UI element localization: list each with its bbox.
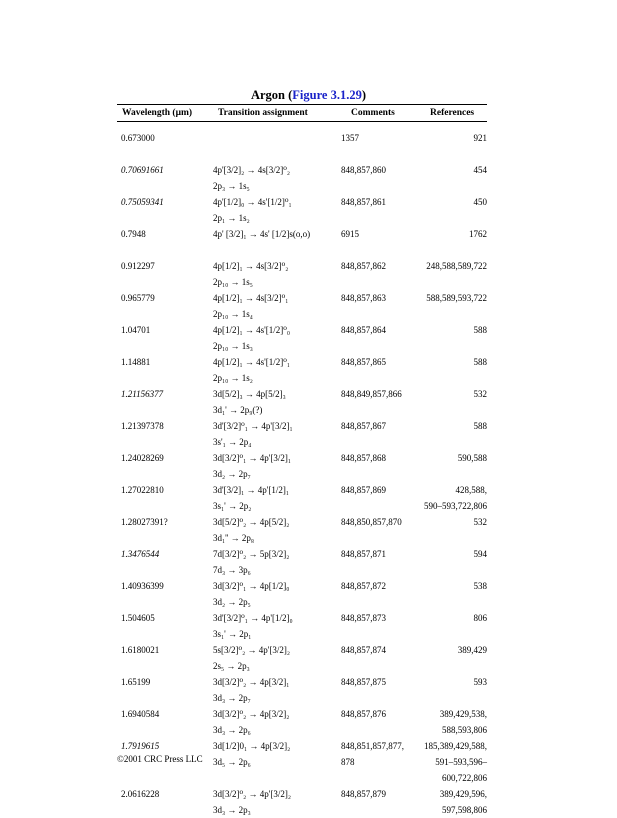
comments-cell: 848,857,862 [341,261,386,271]
wavelength-cell: 0.75059341 [121,197,164,207]
table-row-line [117,642,493,658]
data-table [117,130,493,818]
wavelength-cell: 1.6180021 [121,645,160,655]
references-cell: 593 [473,677,487,687]
table-row-line [117,338,493,354]
col-header-wavelength: Wavelength (μm) [122,108,193,118]
table-row [117,418,493,450]
transition-alt-cell: 3s'₁ → 2p₄ [213,437,252,447]
table-row-line [117,274,493,290]
table-row [117,194,493,226]
wavelength-cell: 1.21156377 [121,389,164,399]
transition-alt-cell: 2p₃ → 1s₅ [213,181,250,191]
transition-alt-cell: 2p₁₀ → 1s₄ [213,309,253,319]
table-row-line [117,434,493,450]
transition-cell: 3d[5/2]⁰₂ → 4p[5/2]₂ [213,517,290,527]
wavelength-cell: 0.7948 [121,229,146,239]
table-row [117,786,493,818]
table-row [117,642,493,674]
comments-cell: 848,857,871 [341,549,386,559]
table-top-rule [117,104,487,105]
transition-alt-cell: 3d₂ → 2p₇ [213,469,251,479]
table-row-line [117,130,493,146]
table-row-line [117,258,493,274]
wavelength-cell: 1.14881 [121,357,151,367]
references-cell: 590–593,722,806 [424,501,487,511]
copyright-footer: ©2001 CRC Press LLC [117,754,203,764]
table-row-line [117,626,493,642]
table-row [117,226,493,258]
comments-cell: 848,857,863 [341,293,386,303]
references-cell: 597,598,806 [442,805,487,815]
transition-cell: 3d[1/2]0₁ → 4p[3/2]₂ [213,741,291,751]
references-cell: 588,589,593,722 [426,293,487,303]
table-row-line [117,370,493,386]
table-row-line [117,290,493,306]
references-cell: 600,722,806 [442,773,487,783]
references-cell: 389,429,596, [439,789,487,799]
transition-alt-cell: 3s₁' → 2p₂ [213,501,252,511]
transition-alt-cell: 3d₁'' → 2p₈ [213,533,255,543]
col-header-transition: Transition assignment [218,108,308,118]
table-row [117,450,493,482]
transition-cell: 4p'[3/2]₂ → 4s[3/2]⁰₂ [213,165,290,175]
comments-cell: 1357 [341,133,359,143]
table-row-line [117,402,493,418]
references-cell: 588 [473,421,487,431]
wavelength-cell: 1.504605 [121,613,155,623]
comments-cell: 848,850,857,870 [341,517,402,527]
transition-cell: 3d'[3/2]₁ → 4p'[1/2]₁ [213,485,290,495]
wavelength-cell: 1.21397378 [121,421,164,431]
table-row-line [117,562,493,578]
table-row-line [117,386,493,402]
transition-cell: 7d[3/2]⁰₂ → 5p[3/2]₂ [213,549,290,559]
table-row-line [117,722,493,738]
table-row-line [117,466,493,482]
table-row-line [117,194,493,210]
transition-cell: 3d[5/2]₃ → 4p[5/2]₃ [213,389,286,399]
transition-cell: 4p[1/2]₁ → 4s'[1/2]⁰₀ [213,325,290,335]
transition-alt-cell: 2p₁ → 1s₂ [213,213,250,223]
table-row-line [117,514,493,530]
transition-alt-cell: 2p₁₀ → 1s₃ [213,341,253,351]
transition-cell: 3d[3/2]⁰₂ → 4p[3/2]₂ [213,709,290,719]
wavelength-cell: 1.6940584 [121,709,160,719]
table-row-line [117,178,493,194]
transition-alt-cell: 3d₃ → 2p₃ [213,805,251,815]
figure-link[interactable]: Figure 3.1.29 [292,88,362,102]
transition-cell: 3d'[3/2]⁰₁ → 4p'[3/2]₁ [213,421,293,431]
references-cell: 588 [473,325,487,335]
wavelength-cell: 1.40936399 [121,581,164,591]
wavelength-cell: 0.965779 [121,293,155,303]
transition-cell: 5s[3/2]⁰₂ → 4p'[3/2]₂ [213,645,290,655]
table-row-line [117,210,493,226]
table-row-line [117,674,493,690]
col-header-comments: Comments [351,108,395,118]
wavelength-cell: 0.912297 [121,261,155,271]
transition-alt-cell: 3d₃ → 2p₆ [213,725,251,735]
table-row-line [117,658,493,674]
table-row [117,322,493,354]
table-row [117,674,493,706]
transition-alt-cell: 3d₅ → 2p₆ [213,757,251,767]
comments-cell: 848,857,860 [341,165,386,175]
transition-alt-cell: 7d₃ → 3p₆ [213,565,251,575]
comments-cell: 848,857,872 [341,581,386,591]
table-row-line [117,242,493,258]
references-cell: 1762 [469,229,487,239]
table-row-line [117,530,493,546]
table-row-line [117,450,493,466]
table-row-line [117,690,493,706]
page-title: Argon (Figure 3.1.29) [250,88,367,102]
references-cell: 590,588 [457,453,487,463]
references-cell: 450 [473,197,487,207]
table-row-line [117,770,493,786]
comments-cell: 848,849,857,866 [341,389,402,399]
header-bottom-rule [117,121,487,122]
table-row-line [117,482,493,498]
comments-cell: 848,857,867 [341,421,386,431]
table-row [117,578,493,610]
wavelength-cell: 1.04701 [121,325,151,335]
transition-alt-cell: 2s₅ → 2p₃ [213,661,250,671]
comments-cell: 848,857,879 [341,789,386,799]
references-cell: 588 [473,357,487,367]
references-cell: 588,593,806 [442,725,487,735]
comments-cell: 848,857,868 [341,453,386,463]
wavelength-cell: 0.70691661 [121,165,164,175]
wavelength-cell: 2.0616228 [121,789,160,799]
transition-cell: 4p'[1/2]₀ → 4s'[1/2]⁰₁ [213,197,292,207]
transition-cell: 4p[1/2]₁ → 4s[3/2]⁰₂ [213,261,289,271]
table-row-line [117,162,493,178]
transition-alt-cell: 3d₂ → 2p₅ [213,597,251,607]
transition-alt-cell: 2p₁₀ → 1s₂ [213,373,253,383]
transition-cell: 3d[3/2]⁰₂ → 4p[3/2]₁ [213,677,290,687]
references-cell: 532 [473,389,487,399]
references-cell: 921 [473,133,487,143]
table-row [117,610,493,642]
references-cell: 594 [473,549,487,559]
table-row [117,514,493,546]
table-row [117,706,493,738]
table-row [117,482,493,514]
comments-cell: 878 [341,757,355,767]
references-cell: 538 [473,581,487,591]
table-row [117,354,493,386]
table-row [117,546,493,578]
references-cell: 428,588, [455,485,487,495]
comments-cell: 848,857,865 [341,357,386,367]
table-row [117,258,493,290]
comments-cell: 6915 [341,229,359,239]
transition-alt-cell: 2p₁₀ → 1s₅ [213,277,253,287]
references-cell: 454 [473,165,487,175]
table-row-line [117,610,493,626]
table-row-line [117,706,493,722]
references-cell: 185,389,429,588, [424,741,487,751]
wavelength-cell: 1.3476544 [121,549,160,559]
table-row-line [117,546,493,562]
transition-cell: 3d[3/2]⁰₂ → 4p'[3/2]₂ [213,789,291,799]
table-row-line [117,146,493,162]
wavelength-cell: 1.65199 [121,677,151,687]
wavelength-cell: 1.7919615 [121,741,160,751]
table-row-line [117,322,493,338]
references-cell: 532 [473,517,487,527]
transition-cell: 3d'[3/2]⁰₁ → 4p'[1/2]₀ [213,613,293,623]
table-row-line [117,594,493,610]
wavelength-cell: 1.24028269 [121,453,164,463]
transition-cell: 4p[1/2]₁ → 4s'[1/2]⁰₁ [213,357,290,367]
references-cell: 389,429,538, [439,709,487,719]
transition-alt-cell: 3d₁' → 2p₉(?) [213,405,263,415]
table-row [117,386,493,418]
table-row [117,290,493,322]
comments-cell: 848,857,864 [341,325,386,335]
table-row-line [117,354,493,370]
comments-cell: 848,857,861 [341,197,386,207]
wavelength-cell: 1.27022810 [121,485,164,495]
table-row [117,130,493,162]
comments-cell: 848,857,869 [341,485,386,495]
col-header-references: References [430,108,475,118]
comments-cell: 848,851,857,877, [341,741,404,751]
table-row-line [117,578,493,594]
transition-cell: 4p[1/2]₁ → 4s[3/2]⁰₁ [213,293,289,303]
table-row-line [117,738,493,754]
table-row-line [117,498,493,514]
references-cell: 389,429 [457,645,487,655]
transition-cell: 3d[3/2]⁰₁ → 4p[1/2]₀ [213,581,290,591]
comments-cell: 848,857,873 [341,613,386,623]
table-row-line [117,418,493,434]
wavelength-cell: 0.673000 [121,133,155,143]
comments-cell: 848,857,874 [341,645,386,655]
table-row-line [117,226,493,242]
references-cell: 248,588,589,722 [426,261,487,271]
table-row [117,162,493,194]
wavelength-cell: 1.28027391? [121,517,168,527]
transition-cell: 4p' [3/2]₁ → 4s' [1/2]s(o,o) [213,229,311,239]
references-cell: 806 [473,613,487,623]
table-row-line [117,306,493,322]
references-cell: 591–593,596– [435,757,487,767]
table-row-line [117,802,493,818]
comments-cell: 848,857,876 [341,709,386,719]
comments-cell: 848,857,875 [341,677,386,687]
transition-cell: 3d[3/2]⁰₁ → 4p'[3/2]₁ [213,453,291,463]
transition-alt-cell: 3s₁' → 2p₁ [213,629,252,639]
transition-alt-cell: 3d₃ → 2p₇ [213,693,251,703]
